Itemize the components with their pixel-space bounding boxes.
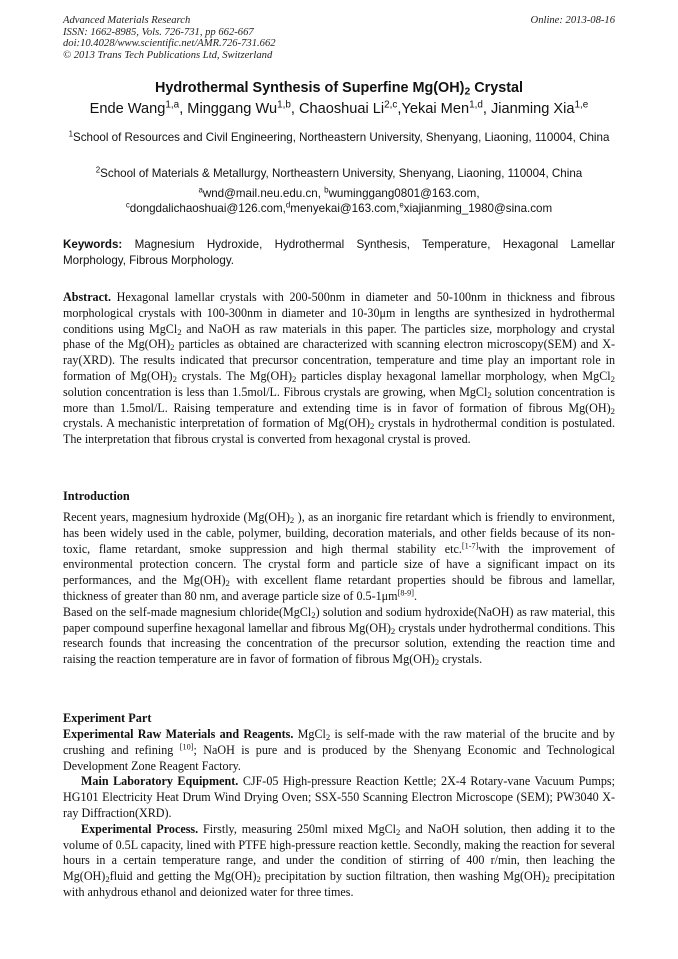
author-name: Jianming Xia <box>490 101 575 117</box>
author-mark: 1,a <box>165 99 180 111</box>
text: fluid and getting the Mg(OH) <box>109 869 257 884</box>
email-mark: a <box>198 185 203 195</box>
paper-title <box>63 80 615 96</box>
abstract-text: crystals in hydrothermal condition is postulated. The interpretation that fibrous crystal is converted from hexagonal crystal is proved. <box>63 416 615 447</box>
subscript: 2 <box>487 389 492 400</box>
journal-name: Advanced Materials Research <box>63 15 191 26</box>
subscript: 2 <box>610 373 615 384</box>
author-sep: , <box>290 101 299 117</box>
title-text: Hydrothermal Synthesis of Superfine Mg(OH) <box>155 80 465 96</box>
text: MgCl <box>293 727 326 741</box>
subscript: 2 <box>369 421 375 432</box>
affiliation-mark: 1 <box>68 129 73 139</box>
abstract-text: Hexagonal lamellar crystals with 200-500nm in diameter and 50-100nm in thickness and fibrous morphological crystals with 100-300nm in diameter and 10-30μm in lengths are synthesized in hydrothermal conditions using MgCl <box>63 290 615 336</box>
author-sep: , <box>179 101 188 117</box>
affiliation-mark: 2 <box>95 165 101 175</box>
text: precipitation with anhydrous ethanol and deionized water for three times. <box>63 869 615 899</box>
subscript: 2 <box>434 657 440 668</box>
section-heading-experiment: Experiment Part <box>63 711 152 725</box>
author-name: Ende Wang <box>89 101 166 117</box>
email-mark: d <box>285 200 291 210</box>
title-text-end: Crystal <box>470 80 523 96</box>
experiment-body <box>63 727 615 901</box>
affiliation-1 <box>63 130 615 145</box>
subscript: 2 <box>325 731 331 742</box>
paragraph <box>63 774 615 821</box>
author-sep: , <box>397 101 402 117</box>
citation[interactable]: [10] <box>179 742 194 752</box>
text: is self-made with the raw material of the brucite and by crushing and refining <box>63 727 615 757</box>
subscript: 2 <box>172 373 177 384</box>
text: and NaOH solution, then adding it to the volume of 0.5L capacity, lined with PTFE high-pressure reaction kettle. Secondly, making the reaction for several hours in a certain temperature range, and under the condition of stirring of 400 r/min, then leaching the Mg(OH) <box>63 821 615 884</box>
email-link[interactable]: dongdalichaoshuai@126.com, <box>129 201 286 215</box>
subheading: Main Laboratory Equipment. <box>81 774 239 789</box>
email-mark: e <box>399 200 404 210</box>
text: Based on the self-made magnesium chloride(MgCl <box>63 604 312 619</box>
keywords-text: Magnesium Hydroxide, Hydrothermal Synthesis, Temperature, Hexagonal Lamellar Morphology, Fibrous Morphology. <box>63 238 615 267</box>
subscript: 2 <box>289 514 295 525</box>
subscript: 2 <box>545 874 550 885</box>
abstract-text: solution concentration is less than 1.5mol/L. Fibrous crystals are growing, when MgCl <box>63 384 488 399</box>
affiliation-2 <box>63 166 615 181</box>
introduction-body <box>63 510 615 668</box>
affiliation-text: School of Resources and Civil Engineering, Northeastern University, Shenyang, Liaoning, 110004, China <box>72 131 610 144</box>
title-subscript: 2 <box>464 86 471 98</box>
text: ) solution and sodium hydroxide(NaOH) as raw material, this paper compound superfine hexagonal lamellar and fibrous Mg(OH) <box>63 604 615 635</box>
paragraph <box>63 822 615 901</box>
paragraph <box>63 727 615 774</box>
paragraph <box>63 605 615 668</box>
text: with excellent flame retardant properties should be fibrous and lamellar, thickness of greater than 80 nm, and average particle size of 0.5-1μm <box>63 573 615 603</box>
email-list <box>63 187 615 216</box>
subscript: 2 <box>177 326 182 337</box>
subheading: Experimental Process. <box>81 821 199 836</box>
author-mark: 2,c <box>384 99 398 111</box>
email-mark: b <box>324 185 329 195</box>
copyright-line: © 2013 Trans Tech Publications Ltd, Switzerland <box>63 49 273 61</box>
paragraph <box>63 510 615 605</box>
affiliation-text: School of Materials & Metallurgy, Northeastern University, Shenyang, Liaoning, 110004, China <box>100 167 583 180</box>
text: Firstly, measuring 250ml mixed MgCl <box>198 821 397 836</box>
citation[interactable]: [1-7] <box>461 541 479 551</box>
keywords <box>63 237 615 268</box>
text: . <box>414 588 418 603</box>
keywords-label: Keywords: <box>63 238 123 251</box>
text: CJF-05 High-pressure Reaction Kettle; 2X-4 Rotary-vane Vacuum Pumps; HG101 Electricity Heat Drum Wind Drying Oven; SSX-550 Scanning Electron Microscope (SEM); PW3040 X-ray Diffraction(XRD). <box>63 774 615 820</box>
author-mark: 1,d <box>469 99 483 111</box>
email-line-1 <box>63 187 615 202</box>
journal-header <box>63 15 615 61</box>
author-name: Chaoshuai Li <box>298 101 385 117</box>
doi-line: doi:10.4028/www.scientific.net/AMR.726-731.662 <box>63 38 276 50</box>
abstract-label: Abstract. <box>63 290 112 304</box>
author-mark: 1,e <box>574 99 589 111</box>
abstract-text: crystals. A mechanistic interpretation of formation of Mg(OH) <box>63 416 370 431</box>
online-date: Online: 2013-08-16 <box>530 15 615 26</box>
text: crystals under hydrothermal conditions. This research founds that increasing the concentration of the precursor solution, extending the reaction time and raising the reaction temperature are in favor of formation of fibrous Mg(OH) <box>63 620 615 667</box>
abstract-text: and NaOH as raw materials in this paper. The particles size, morphology and crystal phase of the Mg(OH) <box>63 321 616 352</box>
text: ; NaOH is pure and is produced by the Shenyang Economic and Technological Development Zone Reagent Factory. <box>63 742 615 773</box>
subscript: 2 <box>396 826 401 837</box>
email-link[interactable]: xiajianming_1980@sina.com <box>403 201 553 215</box>
author-list <box>60 101 618 117</box>
email-mark: c <box>125 200 130 210</box>
author-mark: 1,b <box>277 99 291 111</box>
text: precipitation by suction filtration, then washing Mg(OH) <box>260 869 546 884</box>
citation[interactable]: [8-9] <box>397 588 415 598</box>
author-name: Minggang Wu <box>187 101 278 117</box>
subscript: 2 <box>610 405 615 416</box>
subscript: 2 <box>390 625 396 636</box>
abstract-text: crystals. The Mg(OH) <box>176 368 293 383</box>
subscript: 2 <box>292 373 297 384</box>
subscript: 2 <box>311 609 316 620</box>
issn-line: ISSN: 1662-8985, Vols. 726-731, pp 662-667 <box>63 26 254 38</box>
text: Recent years, magnesium hydroxide (Mg(OH) <box>63 510 290 524</box>
text: crystals. <box>439 652 483 667</box>
email-link[interactable]: wnd@mail.neu.edu.cn, <box>202 187 325 200</box>
author-sep: , <box>482 101 491 117</box>
email-link[interactable]: menyekai@163.com, <box>290 201 400 215</box>
subheading: Experimental Raw Materials and Reagents. <box>63 727 294 741</box>
abstract-text: particles as obtained are characterized with scanning electron microscopy(SEM) and X-ray(XRD). The results indicated that precursor concentration, temperature and time play an important role in formation of Mg(OH) <box>63 337 616 383</box>
email-line-2 <box>63 202 615 217</box>
author-name: Yekai Men <box>401 101 470 117</box>
section-heading-introduction: Introduction <box>63 489 130 503</box>
subscript: 2 <box>170 342 175 353</box>
abstract-text: particles display hexagonal lamellar morphology, when MgCl <box>296 368 611 383</box>
subscript: 2 <box>225 578 230 589</box>
email-link[interactable]: wuminggang0801@163.com, <box>328 187 480 200</box>
subscript: 2 <box>105 874 110 885</box>
abstract-text: solution concentration is more than 1.5mol/L. Raising temperature and extending time is in favor of formation of fibrous Mg(OH) <box>63 384 615 415</box>
abstract <box>63 290 615 448</box>
subscript: 2 <box>256 874 261 885</box>
text: ), as an inorganic fire retardant which is friendly to environment, has been widely used in the cable, polymer, building, decoration materials, and other fields because of its non-toxic, flame retardant, smoke suppression and high thermal stability etc. <box>63 510 615 556</box>
text: with the improvement of environmental protection concern. The crystal form and particle size of have a significant impact on its performances, and the Mg(OH) <box>63 541 615 588</box>
